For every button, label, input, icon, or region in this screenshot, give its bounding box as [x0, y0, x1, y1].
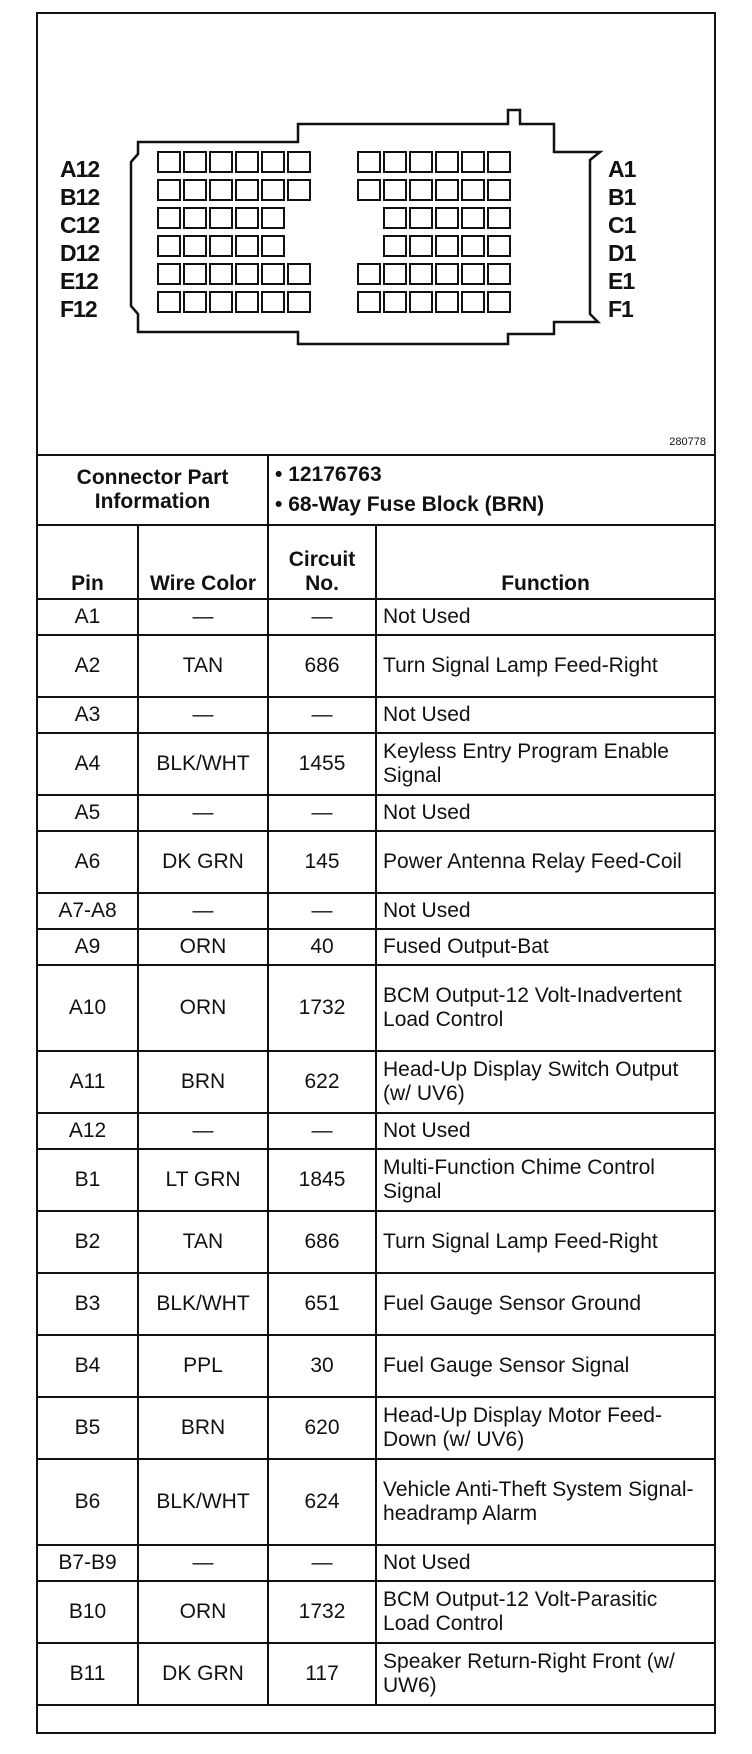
cavity-d-right [462, 236, 484, 256]
cavity-c-left [158, 208, 180, 228]
cell-circuit-no: 620 [268, 1397, 376, 1459]
header-function: Function [376, 525, 714, 599]
cell-function: Head-Up Display Motor Feed-Down (w/ UV6) [376, 1397, 714, 1459]
cavity-a-right [358, 152, 380, 172]
table-row [38, 635, 714, 697]
cell-wire-color: DK GRN [138, 1643, 268, 1705]
cell-circuit-no: — [268, 795, 376, 831]
cell-function: BCM Output-12 Volt-Parasitic Load Control [376, 1581, 714, 1643]
cell-pin: B11 [38, 1643, 138, 1705]
cavity-f-right [358, 292, 380, 312]
cavity-b-left [236, 180, 258, 200]
cavity-b-right [384, 180, 406, 200]
cavity-c-left [184, 208, 206, 228]
cell-pin: A5 [38, 795, 138, 831]
cell-wire-color: BRN [138, 1397, 268, 1459]
table-row [38, 965, 714, 1051]
cell-pin: A11 [38, 1051, 138, 1113]
cavity-b-left [158, 180, 180, 200]
cavity-b-right [436, 180, 458, 200]
cavity-d-right [436, 236, 458, 256]
cavity-a-left [210, 152, 232, 172]
cell-wire-color: TAN [138, 1211, 268, 1273]
cell-pin: A12 [38, 1113, 138, 1149]
cell-function: Not Used [376, 795, 714, 831]
cell-function: Not Used [376, 893, 714, 929]
cavity-b-right [488, 180, 510, 200]
row-label-b12: B12 [60, 184, 100, 210]
cavity-b-right [410, 180, 432, 200]
cavity-e-left [236, 264, 258, 284]
cell-function: Vehicle Anti-Theft System Signal-headramp Alarm [376, 1459, 714, 1545]
cell-pin: A4 [38, 733, 138, 795]
cavity-e-left [210, 264, 232, 284]
cell-pin: B7-B9 [38, 1545, 138, 1581]
connector-info-row [38, 455, 714, 525]
cavity-c-left [210, 208, 232, 228]
cavity-e-right [462, 264, 484, 284]
cell-circuit-no: 651 [268, 1273, 376, 1335]
row-label-d1: D1 [608, 240, 636, 266]
cell-wire-color: TAN [138, 635, 268, 697]
table-row [38, 1051, 714, 1113]
connector-type-value: 68-Way Fuse Block (BRN) [288, 493, 545, 516]
cavity-b-left [184, 180, 206, 200]
cell-circuit-no: 624 [268, 1459, 376, 1545]
cell-circuit-no: 30 [268, 1335, 376, 1397]
table-row [38, 599, 714, 635]
cavity-c-right [462, 208, 484, 228]
cell-wire-color: — [138, 1113, 268, 1149]
cavity-f-left [210, 292, 232, 312]
cavity-a-right [488, 152, 510, 172]
cell-wire-color: ORN [138, 929, 268, 965]
table-row [38, 831, 714, 893]
row-label-b1: B1 [608, 184, 636, 210]
cavity-c-left [262, 208, 284, 228]
header-wire-color: Wire Color [138, 525, 268, 599]
cell-circuit-no: — [268, 697, 376, 733]
cell-function: Head-Up Display Switch Output (w/ UV6) [376, 1051, 714, 1113]
cell-wire-color: BLK/WHT [138, 1459, 268, 1545]
cell-pin: A3 [38, 697, 138, 733]
cavity-c-right [436, 208, 458, 228]
figure-number: 280778 [669, 436, 706, 448]
header-pin: Pin [38, 525, 138, 599]
table-row [38, 1459, 714, 1545]
row-label-f1: F1 [608, 296, 633, 322]
cell-function: Not Used [376, 697, 714, 733]
cavity-d-left [184, 236, 206, 256]
cavity-c-right [410, 208, 432, 228]
cell-function: Turn Signal Lamp Feed-Right [376, 1211, 714, 1273]
cell-circuit-no: 686 [268, 1211, 376, 1273]
cell-wire-color: — [138, 795, 268, 831]
cell-wire-color: — [138, 1545, 268, 1581]
cavity-d-left [210, 236, 232, 256]
cavity-e-left [262, 264, 284, 284]
cell-pin: B1 [38, 1149, 138, 1211]
cell-function: Turn Signal Lamp Feed-Right [376, 635, 714, 697]
cavity-f-left [288, 292, 310, 312]
cavity-a-right [436, 152, 458, 172]
cell-function: Keyless Entry Program Enable Signal [376, 733, 714, 795]
table-row [38, 697, 714, 733]
table-row [38, 1335, 714, 1397]
cell-circuit-no: 117 [268, 1643, 376, 1705]
cavity-b-left [210, 180, 232, 200]
cell-pin: A10 [38, 965, 138, 1051]
table-row [38, 1545, 714, 1581]
row-label-c1: C1 [608, 212, 636, 238]
cavity-c-right [384, 208, 406, 228]
cavity-b-left [288, 180, 310, 200]
cell-function: Power Antenna Relay Feed-Coil [376, 831, 714, 893]
cavity-b-right [358, 180, 380, 200]
cavity-a-right [384, 152, 406, 172]
cell-pin: B10 [38, 1581, 138, 1643]
row-label-d12: D12 [60, 240, 100, 266]
cavity-e-right [410, 264, 432, 284]
connector-diagram [38, 14, 714, 456]
cell-circuit-no: — [268, 1545, 376, 1581]
pinout-table [38, 454, 714, 1706]
row-label-f12: F12 [60, 296, 97, 322]
cell-pin: B2 [38, 1211, 138, 1273]
cavity-f-right [436, 292, 458, 312]
cavity-b-right [462, 180, 484, 200]
cavity-f-right [488, 292, 510, 312]
row-label-a1: A1 [608, 156, 636, 182]
cell-pin: A6 [38, 831, 138, 893]
cavity-f-left [236, 292, 258, 312]
cavity-f-left [184, 292, 206, 312]
cell-function: Not Used [376, 599, 714, 635]
cell-circuit-no: — [268, 599, 376, 635]
row-label-a12: A12 [60, 156, 100, 182]
cell-wire-color: ORN [138, 965, 268, 1051]
table-row [38, 1211, 714, 1273]
cavity-a-left [288, 152, 310, 172]
row-label-e1: E1 [608, 268, 635, 294]
cavity-f-right [462, 292, 484, 312]
table-row [38, 1581, 714, 1643]
cell-function: Not Used [376, 1545, 714, 1581]
cell-circuit-no: 1732 [268, 965, 376, 1051]
cell-wire-color: — [138, 599, 268, 635]
cavity-d-left [236, 236, 258, 256]
connector-info-values [268, 455, 714, 525]
cell-circuit-no: 145 [268, 831, 376, 893]
cell-wire-color: ORN [138, 1581, 268, 1643]
cavity-c-left [236, 208, 258, 228]
cavity-b-left [262, 180, 284, 200]
cell-circuit-no: 1455 [268, 733, 376, 795]
table-row [38, 929, 714, 965]
cell-pin: A1 [38, 599, 138, 635]
table-header-row [38, 525, 714, 599]
cavity-e-left [288, 264, 310, 284]
cell-function: Not Used [376, 1113, 714, 1149]
cell-pin: B4 [38, 1335, 138, 1397]
cavity-f-right [410, 292, 432, 312]
cell-function: Speaker Return-Right Front (w/ UW6) [376, 1643, 714, 1705]
cell-wire-color: PPL [138, 1335, 268, 1397]
cell-pin: A2 [38, 635, 138, 697]
cell-pin: A7-A8 [38, 893, 138, 929]
cell-wire-color: BLK/WHT [138, 1273, 268, 1335]
row-label-c12: C12 [60, 212, 100, 238]
cell-function: Fused Output-Bat [376, 929, 714, 965]
row-label-e12: E12 [60, 268, 98, 294]
cell-wire-color: — [138, 697, 268, 733]
cavity-a-left [236, 152, 258, 172]
table-row [38, 1397, 714, 1459]
connector-info-label: Connector Part Information [38, 455, 268, 525]
cell-circuit-no: 1845 [268, 1149, 376, 1211]
cavity-d-right [410, 236, 432, 256]
cell-function: BCM Output-12 Volt-Inadvertent Load Control [376, 965, 714, 1051]
cavity-f-right [384, 292, 406, 312]
cavity-e-right [384, 264, 406, 284]
cell-wire-color: BRN [138, 1051, 268, 1113]
cell-pin: B5 [38, 1397, 138, 1459]
connector-sheet [36, 12, 716, 1734]
cavity-e-right [358, 264, 380, 284]
part-number: • 12176763 [275, 463, 382, 486]
cell-circuit-no: 686 [268, 635, 376, 697]
table-row [38, 893, 714, 929]
cell-function: Fuel Gauge Sensor Ground [376, 1273, 714, 1335]
cell-wire-color: LT GRN [138, 1149, 268, 1211]
cavity-d-right [384, 236, 406, 256]
cell-function: Multi-Function Chime Control Signal [376, 1149, 714, 1211]
table-row [38, 1273, 714, 1335]
cell-wire-color: BLK/WHT [138, 733, 268, 795]
cavity-d-left [262, 236, 284, 256]
cell-pin: A9 [38, 929, 138, 965]
cell-circuit-no: 1732 [268, 1581, 376, 1643]
table-row [38, 1149, 714, 1211]
header-circuit-no: Circuit No. [268, 525, 376, 599]
cell-function: Fuel Gauge Sensor Signal [376, 1335, 714, 1397]
cell-circuit-no: 40 [268, 929, 376, 965]
cavity-e-left [184, 264, 206, 284]
cavity-f-left [158, 292, 180, 312]
table-row [38, 795, 714, 831]
cell-circuit-no: 622 [268, 1051, 376, 1113]
table-row [38, 1113, 714, 1149]
cavity-c-right [488, 208, 510, 228]
cavity-e-left [158, 264, 180, 284]
cavity-a-right [462, 152, 484, 172]
cavity-d-right [488, 236, 510, 256]
cavity-a-left [184, 152, 206, 172]
cavity-a-left [262, 152, 284, 172]
cavity-f-left [262, 292, 284, 312]
cell-circuit-no: — [268, 893, 376, 929]
cell-pin: B6 [38, 1459, 138, 1545]
table-row [38, 733, 714, 795]
cell-circuit-no: — [268, 1113, 376, 1149]
cavity-e-right [436, 264, 458, 284]
cell-wire-color: — [138, 893, 268, 929]
cavity-e-right [488, 264, 510, 284]
part-number-value: 12176763 [288, 463, 382, 486]
cavity-a-left [158, 152, 180, 172]
table-row [38, 1643, 714, 1705]
cavity-a-right [410, 152, 432, 172]
cell-pin: B3 [38, 1273, 138, 1335]
cell-wire-color: DK GRN [138, 831, 268, 893]
cavity-d-left [158, 236, 180, 256]
connector-type: • 68-Way Fuse Block (BRN) [275, 493, 545, 516]
